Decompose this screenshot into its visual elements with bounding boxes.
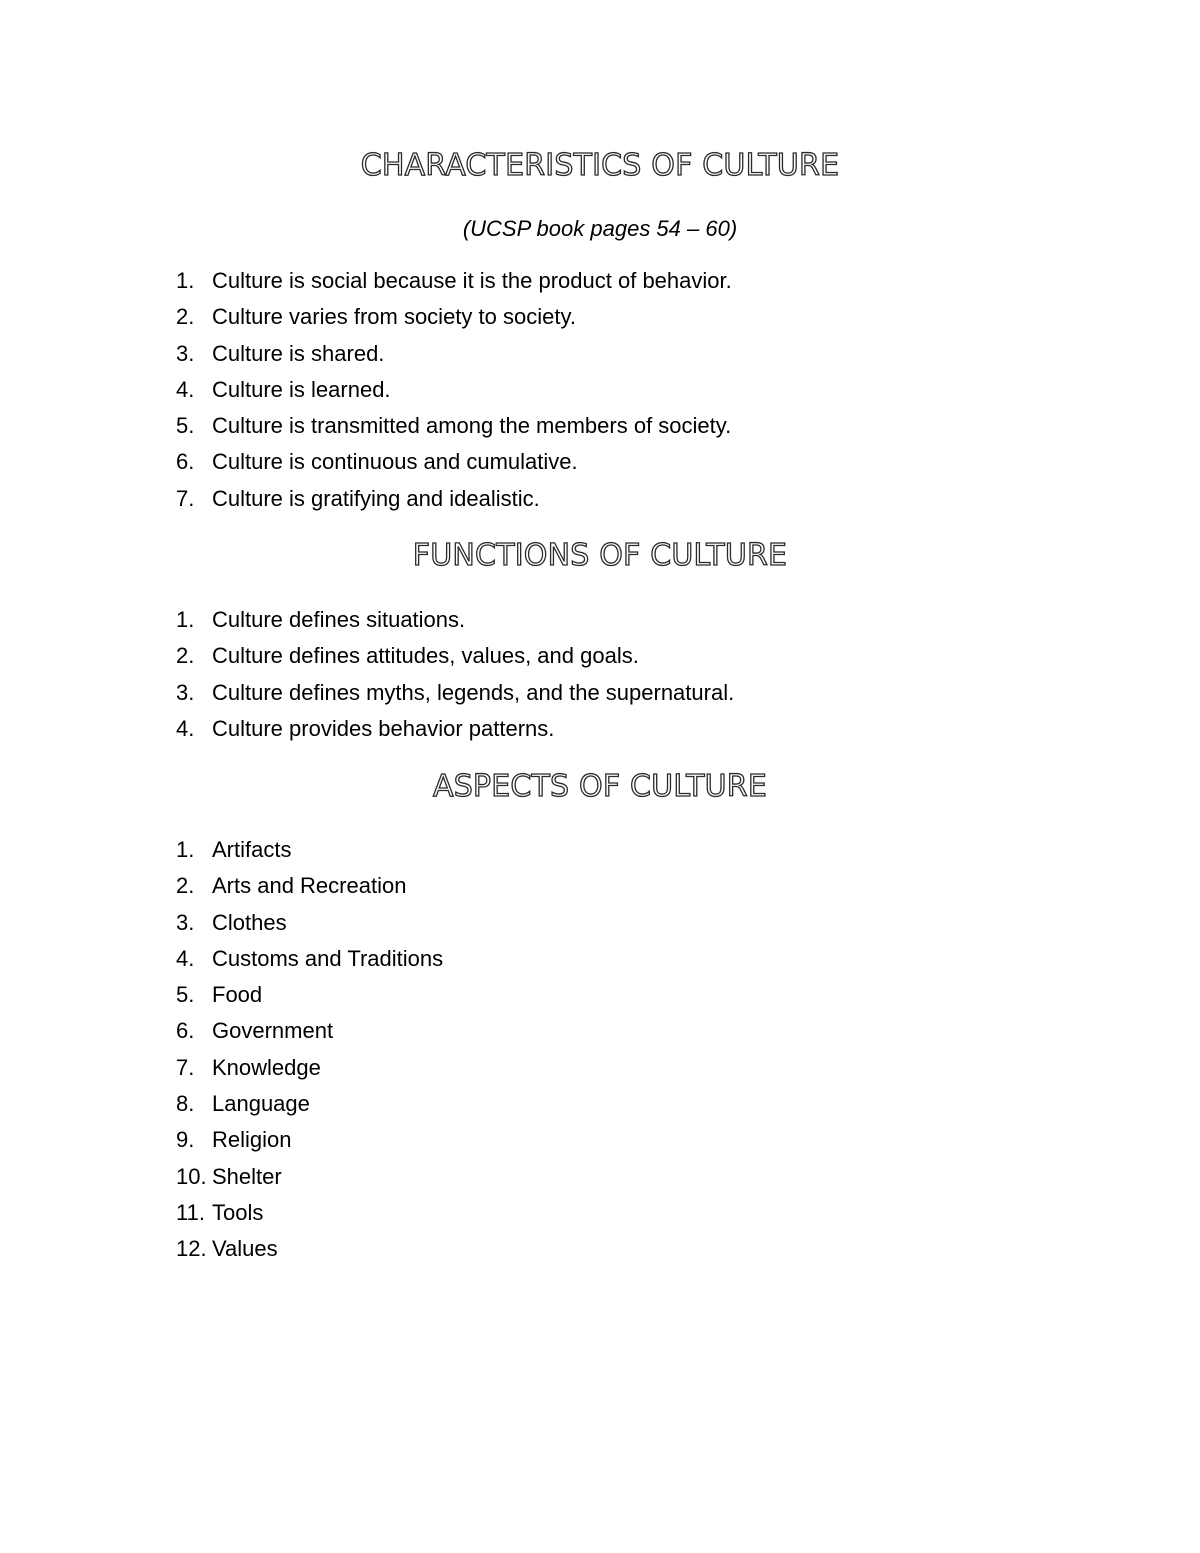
list-item	[176, 299, 732, 335]
list-item	[176, 1122, 443, 1158]
list-item-number: 2.	[176, 643, 195, 669]
list-item	[176, 1013, 443, 1049]
list-item-text: Culture defines situations.	[212, 607, 466, 632]
list-item-number: 4.	[176, 945, 195, 971]
list-item	[176, 1195, 443, 1231]
list-item	[176, 868, 443, 904]
list-item	[176, 977, 443, 1013]
list-item-text: Culture is gratifying and idealistic.	[212, 485, 540, 511]
list-item-text: Culture is transmitted among the members of society.	[212, 413, 732, 439]
aspects-heading: ASPECTS OF CULTURE	[432, 769, 768, 804]
list-item-number: 6.	[176, 449, 195, 475]
list-item-number: 6.	[176, 1018, 195, 1044]
list-item	[176, 941, 443, 977]
characteristics-subtitle: (UCSP book pages 54 – 60)	[462, 216, 738, 241]
list-item-number: 4.	[176, 715, 195, 741]
list-item	[176, 905, 443, 941]
list-item	[176, 1086, 443, 1122]
characteristics-heading: CHARACTERISTICS OF CULTURE	[360, 148, 840, 183]
list-item	[176, 336, 732, 372]
list-item-text: Values	[212, 1236, 278, 1262]
list-item	[176, 832, 443, 868]
list-item-number: 8.	[176, 1091, 195, 1117]
list-item-number: 12.	[176, 1236, 207, 1262]
list-item	[176, 444, 732, 480]
list-item-number: 5.	[176, 982, 195, 1008]
list-item	[176, 638, 734, 674]
list-item-number: 3.	[176, 340, 195, 366]
list-item-text: Culture varies from society to society.	[212, 304, 576, 330]
list-item-text: Clothes	[212, 909, 287, 935]
list-item-text: Language	[212, 1091, 310, 1117]
list-item-text: Culture defines myths, legends, and the supernatural.	[212, 679, 735, 705]
list-item-text: Government	[212, 1018, 334, 1044]
list-item-number: 7.	[176, 485, 195, 511]
list-item	[176, 372, 732, 408]
list-item-number: 3.	[176, 679, 195, 705]
list-item	[176, 1050, 443, 1086]
list-item-number: 9.	[176, 1127, 195, 1153]
list-item	[176, 408, 732, 444]
functions-list	[176, 602, 734, 747]
list-item-number: 3.	[176, 909, 195, 935]
list-item-text: Tools	[212, 1199, 264, 1225]
list-item-text: Culture defines attitudes, values, and goals.	[212, 643, 639, 669]
list-item-number: 1.	[176, 837, 195, 862]
list-item-number: 7.	[176, 1054, 195, 1080]
list-item	[176, 675, 734, 711]
list-item	[176, 481, 732, 517]
list-item-text: Culture is continuous and cumulative.	[212, 449, 578, 475]
list-item-text: Culture is shared.	[212, 340, 385, 366]
list-item-number: 11.	[176, 1199, 205, 1225]
list-item-text: Customs and Traditions	[212, 945, 444, 971]
list-item-text: Arts and Recreation	[212, 873, 407, 899]
list-item-text: Artifacts	[212, 837, 292, 862]
list-item-text: Culture is social because it is the product of behavior.	[212, 268, 732, 293]
characteristics-list	[176, 263, 732, 517]
list-item	[176, 1159, 443, 1195]
list-item-text: Culture is learned.	[212, 376, 391, 402]
list-item	[176, 263, 732, 299]
list-item-number: 2.	[176, 873, 195, 899]
list-item	[176, 1231, 443, 1267]
list-item-text: Religion	[212, 1127, 292, 1153]
list-item-text: Culture provides behavior patterns.	[212, 715, 555, 741]
list-item-number: 1.	[176, 268, 195, 293]
list-item-number: 10.	[176, 1163, 207, 1189]
list-item-number: 4.	[176, 376, 195, 402]
list-item-text: Food	[212, 982, 263, 1008]
functions-heading: FUNCTIONS OF CULTURE	[412, 538, 788, 573]
list-item-number: 5.	[176, 413, 195, 439]
list-item	[176, 711, 734, 747]
list-item-number: 2.	[176, 304, 195, 330]
list-item-number: 1.	[176, 607, 195, 632]
aspects-list	[176, 832, 443, 1268]
list-item-text: Shelter	[212, 1163, 282, 1189]
list-item	[176, 602, 734, 638]
list-item-text: Knowledge	[212, 1054, 321, 1080]
